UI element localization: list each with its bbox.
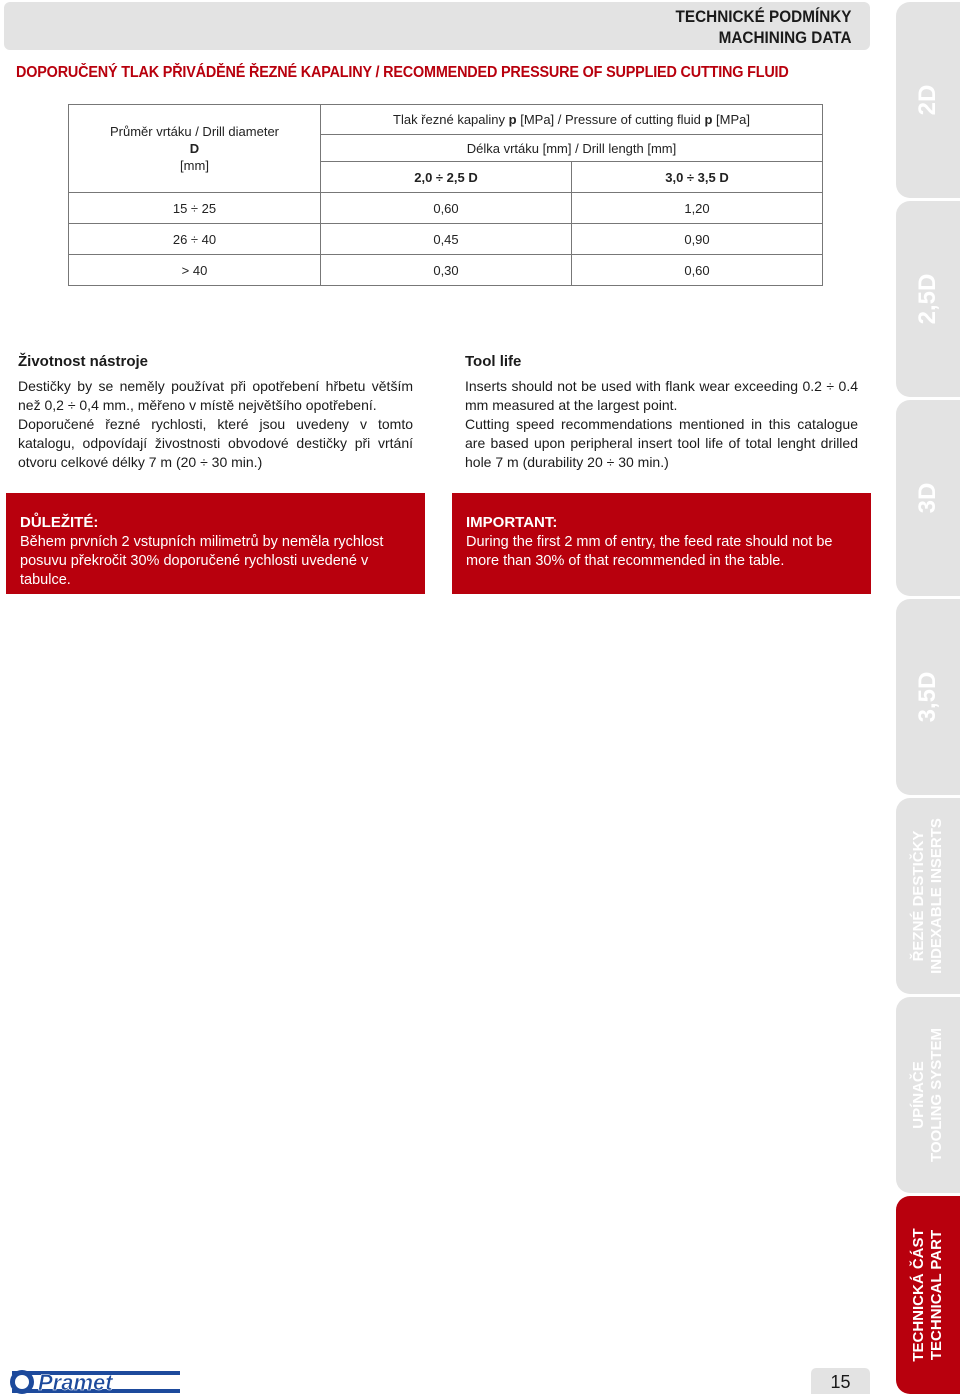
pressure-cell: 0,60 (321, 193, 572, 224)
tab-label: TECHNICKÁ ČÁST TECHNICAL PART (910, 1228, 945, 1362)
section-title (676, 6, 852, 48)
tab-3-5d[interactable] (896, 599, 960, 795)
tool-life-heading-cz: Životnost nástroje (18, 353, 149, 370)
tab-indexable-inserts[interactable] (896, 798, 960, 994)
table-row (69, 193, 823, 224)
tab-label: UPÍNAČE TOOLING SYSTEM (910, 1028, 945, 1162)
diameter-header-cell (69, 105, 321, 193)
important-text-cz: Během prvních 2 vstupních milimetrů by neměla rychlost posuvu překročit 30% doporučené rychlosti uvedené v tabulce. (20, 534, 384, 588)
table-row (69, 224, 823, 255)
section-title-en: MACHINING DATA (719, 28, 852, 47)
table-row (69, 255, 823, 286)
tab-label: ŘEZNÉ DESTIČKY INDEXABLE INSERTS (910, 818, 945, 974)
pressure-cell: 0,90 (572, 224, 823, 255)
pressure-cell: 1,20 (572, 193, 823, 224)
drill-length-header: Délka vrtáku [mm] / Drill length [mm] (321, 135, 823, 162)
tab-2d[interactable] (896, 2, 960, 198)
tab-label: 3,5D (914, 671, 941, 723)
tab-3d[interactable] (896, 400, 960, 596)
tab-2-5d[interactable] (896, 201, 960, 397)
pressure-header-cell: Tlak řezné kapaliny p [MPa] / Pressure of cutting fluid p [MPa] (321, 105, 823, 135)
tab-tooling-system[interactable] (896, 997, 960, 1193)
tab-label: 3D (914, 482, 941, 514)
length-column-header: 2,0 ÷ 2,5 D (321, 162, 572, 193)
important-heading-en: IMPORTANT: (466, 514, 558, 531)
important-box-cz (6, 493, 425, 594)
page-title: DOPORUČENÝ TLAK PŘIVÁDĚNÉ ŘEZNÉ KAPALINY / RECOMMENDED PRESSURE OF SUPPLIED CUTTING FLUID (16, 64, 789, 81)
diameter-label: Průměr vrtáku / Drill diameter (109, 124, 280, 139)
important-heading-cz: DŮLEŽITÉ: (20, 514, 99, 531)
tool-life-paragraph: Cutting speed recommendations mentioned in this catalogue are based upon peripheral insert tool life of total lenght drilled hole 7 m (durability 20 ÷ 30 min.) (465, 416, 858, 470)
cutting-fluid-pressure-table (68, 104, 823, 286)
length-column-header: 3,0 ÷ 3,5 D (572, 162, 823, 193)
logo-text: Pramet (38, 1370, 113, 1395)
diameter-cell: 15 ÷ 25 (69, 193, 321, 224)
tool-life-paragraph: Destičky by se neměly používat při opotřebení hřbetu větším než 0,2 ÷ 0,4 mm., měřeno v místě největšího opotřebení. (18, 378, 413, 413)
page-number: 15 (811, 1368, 870, 1394)
tool-life-en (465, 352, 858, 472)
tool-life-heading-en: Tool life (465, 353, 522, 370)
pramet-logo (8, 1368, 180, 1396)
tab-technical-part[interactable] (896, 1196, 960, 1394)
section-title-cz: TECHNICKÉ PODMÍNKY (676, 7, 852, 26)
diameter-unit: [mm] (180, 158, 209, 173)
tool-life-paragraph: Inserts should not be used with flank wear exceeding 0.2 ÷ 0.4 mm measured at the largest point. (465, 378, 858, 413)
tab-label: 2D (914, 84, 941, 116)
diameter-cell: > 40 (69, 255, 321, 286)
tab-label: 2,5D (914, 273, 941, 325)
diameter-cell: 26 ÷ 40 (69, 224, 321, 255)
tool-life-paragraph: Doporučené řezné rychlosti, které jsou uvedeny v tomto katalogu, odpovídají živostnosti obvodové destičky při vrtání otvoru celkové délky 7 m (20 ÷ 30 min.) (18, 416, 413, 470)
diameter-symbol: D (189, 141, 200, 156)
pressure-cell: 0,60 (572, 255, 823, 286)
pressure-cell: 0,30 (321, 255, 572, 286)
important-box-en (452, 493, 871, 594)
header-bar (4, 2, 870, 50)
important-text-en: During the first 2 mm of entry, the feed rate should not be more than 30% of that recommended in the table. (466, 534, 833, 569)
tool-life-cz (18, 352, 413, 472)
pressure-cell: 0,45 (321, 224, 572, 255)
